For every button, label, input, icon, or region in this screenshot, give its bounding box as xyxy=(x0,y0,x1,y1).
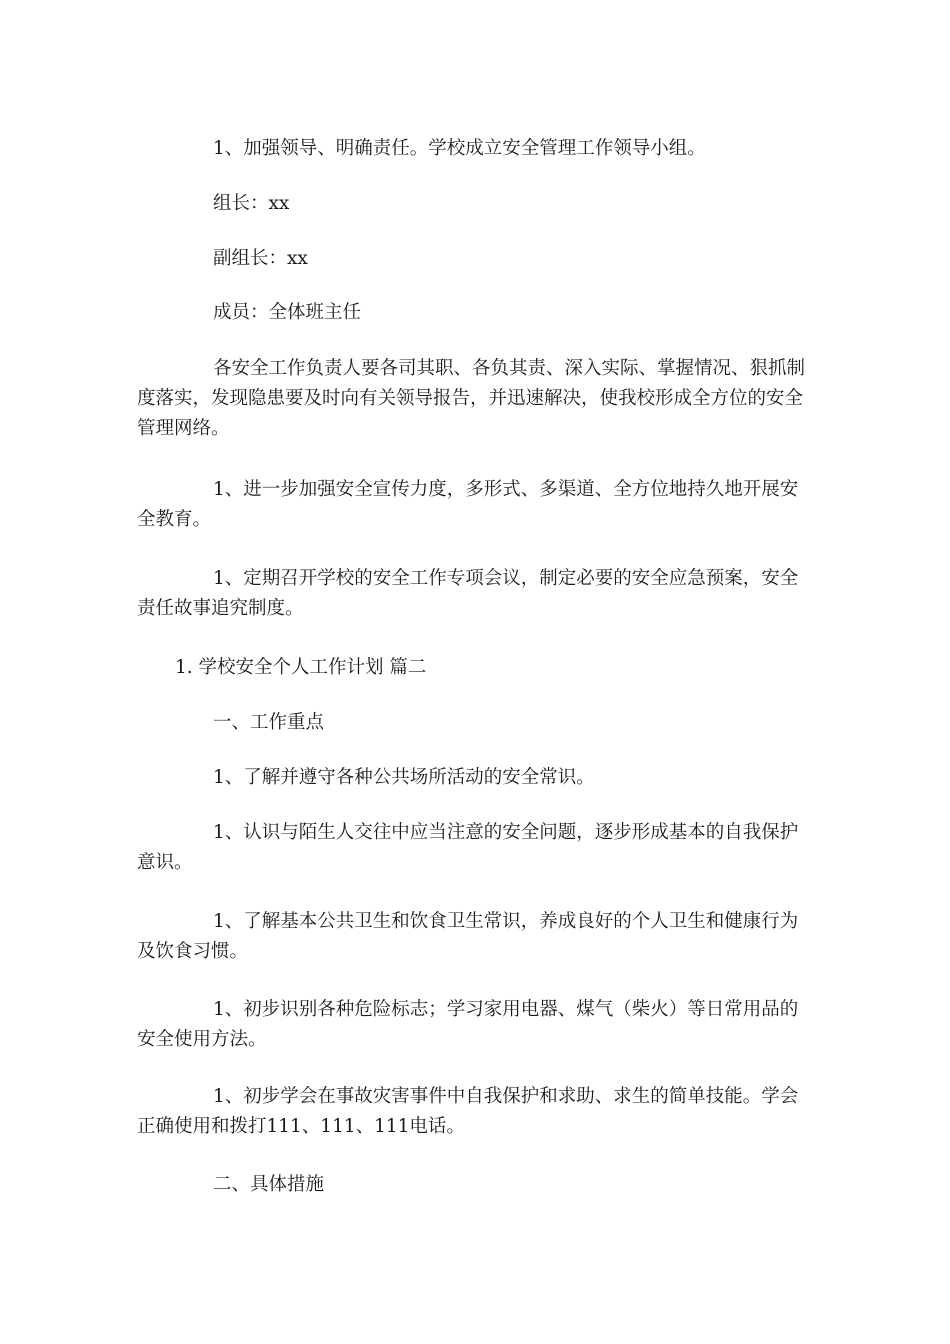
paragraph-responsibilities: 各安全工作负责人要各司其职、各负其责、深入实际、掌握情况、狠抓制度落实，发现隐患要及时向有关领导报告，并迅速解决，使我校形成全方位的安全管理网络。 xyxy=(137,358,806,439)
paragraph-danger-signs: 1、初步识别各种危险标志；学习家用电器、煤气（柴火）等日常用品的安全使用方法。 xyxy=(137,999,799,1050)
paragraph-members: 成员：全体班主任 xyxy=(213,302,362,323)
paragraph-public-safety: 1、了解并遵守各种公共场所活动的安全常识。 xyxy=(213,767,595,788)
paragraph-deputy-leader: 副组长：xx xyxy=(213,248,308,269)
paragraph-meetings: 1、定期召开学校的安全工作专项会议，制定必要的安全应急预案，安全责任故事追究制度。 xyxy=(137,568,799,619)
paragraph-leader: 组长：xx xyxy=(213,193,290,214)
subheading-specific-measures: 二、具体措施 xyxy=(213,1174,325,1195)
paragraph-leadership: 1、加强领导、明确责任。学校成立安全管理工作领导小组。 xyxy=(213,138,706,159)
subheading-work-focus: 一、工作重点 xyxy=(213,712,325,733)
paragraph-hygiene: 1、了解基本公共卫生和饮食卫生常识，养成良好的个人卫生和健康行为及饮食习惯。 xyxy=(137,911,799,962)
paragraph-publicity: 1、进一步加强安全宣传力度，多形式、多渠道、全方位地持久地开展安全教育。 xyxy=(137,479,799,530)
section-heading: 1. 学校安全个人工作计划 篇二 xyxy=(175,657,427,678)
paragraph-emergency-skills: 1、初步学会在事故灾害事件中自我保护和求助、求生的简单技能。学会正确使用和拨打111、111、111电话。 xyxy=(137,1086,799,1137)
paragraph-strangers: 1、认识与陌生人交往中应当注意的安全问题，逐步形成基本的自我保护意识。 xyxy=(137,822,799,873)
